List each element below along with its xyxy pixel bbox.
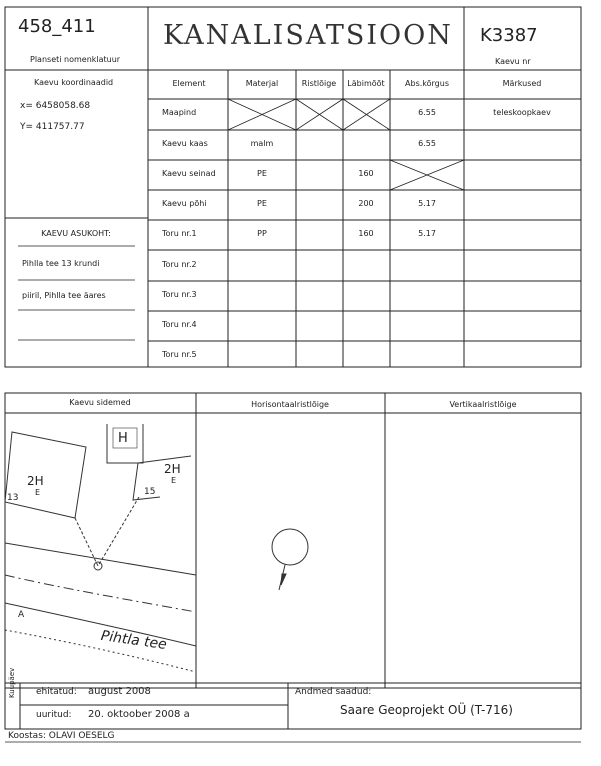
measured-value: 20. oktoober 2008 a: [88, 709, 190, 720]
connections-label: Kaevu sidemed: [69, 398, 131, 407]
horizontal-section-label: Horisontaalristlõige: [251, 400, 329, 409]
column-header-remarks: Märkused: [502, 79, 542, 88]
table-cell-element: Kaevu kaas: [162, 139, 208, 148]
map-sheet-code: 458_411: [18, 16, 96, 37]
table-cell-material: PE: [257, 169, 267, 178]
table-cell-element: Toru nr.5: [162, 350, 197, 359]
building-2h-left-label: 2H: [27, 474, 44, 488]
table-cell-element: Toru nr.1: [162, 229, 197, 238]
table-cell-abs-height: 6.55: [418, 108, 436, 117]
table-cell-abs-height: 6.55: [418, 139, 436, 148]
area-letter: A: [18, 610, 25, 620]
manhole-section: [272, 529, 308, 590]
table-cell-material: malm: [250, 139, 274, 148]
table-cell-abs-height: 5.17: [418, 229, 436, 238]
location-label: KAEVU ASUKOHT:: [41, 229, 111, 238]
column-header-material: Materjal: [245, 79, 279, 88]
established-label: ehitatud:: [36, 687, 77, 697]
coordinate-x: x= 6458058.68: [20, 101, 91, 111]
vertical-section-label: Vertikaalristlõige: [449, 400, 517, 409]
well-number-label: Kaevu nr: [495, 57, 531, 66]
table-cell-element: Toru nr.3: [162, 290, 197, 299]
data-source-label: Andmed saadud:: [295, 687, 372, 697]
table-cell-element: Kaevu põhi: [162, 199, 207, 208]
table-cell-element: Maapind: [162, 108, 197, 117]
street-name: Pihtla tee: [99, 628, 168, 654]
column-header-element: Element: [172, 79, 206, 88]
location-line-2: piiril, Pihlla tee äares: [22, 291, 106, 300]
table-cell-diameter: 160: [358, 169, 374, 178]
column-header-diameter: Läbimõõt: [347, 79, 385, 88]
map-sheet-label: Planseti nomenklatuur: [30, 55, 121, 64]
coordinate-y: Y= 411757.77: [20, 122, 85, 132]
building-2h-right-sub: E: [171, 476, 177, 485]
table-cell-material: PE: [257, 199, 267, 208]
table-cell-material: PP: [257, 229, 267, 238]
well-number: K3387: [480, 25, 538, 46]
table-cell-diameter: 160: [358, 229, 374, 238]
table-cell-remarks: teleskoopkaev: [493, 108, 551, 117]
plot-15-label: 15: [144, 487, 156, 497]
column-header-abs-height: Abs.kõrgus: [405, 79, 449, 88]
building-2h-right-label: 2H: [164, 462, 181, 476]
column-header-cross-section: Ristlõige: [301, 79, 337, 88]
building-2h-left-sub: E: [35, 488, 41, 497]
table-cell-element: Toru nr.2: [162, 260, 197, 269]
table-cell-abs-height: 5.17: [418, 199, 436, 208]
building-h-label: H: [118, 431, 128, 446]
plot-13-label: 13: [7, 493, 19, 503]
table-cell-element: Kaevu seinad: [162, 169, 216, 178]
measured-label: uuritud:: [36, 710, 72, 720]
established-value: august 2008: [88, 686, 151, 697]
compiled-by: Koostas: OLAVI OESELG: [8, 731, 115, 741]
date-side-label: Kuupäev: [8, 667, 16, 698]
table-cell-element: Toru nr.4: [162, 320, 197, 329]
coordinates-label: Kaevu koordinaadid: [34, 78, 114, 87]
data-source-value: Saare Geoprojekt OÜ (T-716): [340, 703, 513, 717]
table-cell-diameter: 200: [358, 199, 374, 208]
page-title: KANALISATSIOON: [163, 20, 453, 51]
location-line-1: Pihlla tee 13 krundi: [22, 259, 100, 268]
